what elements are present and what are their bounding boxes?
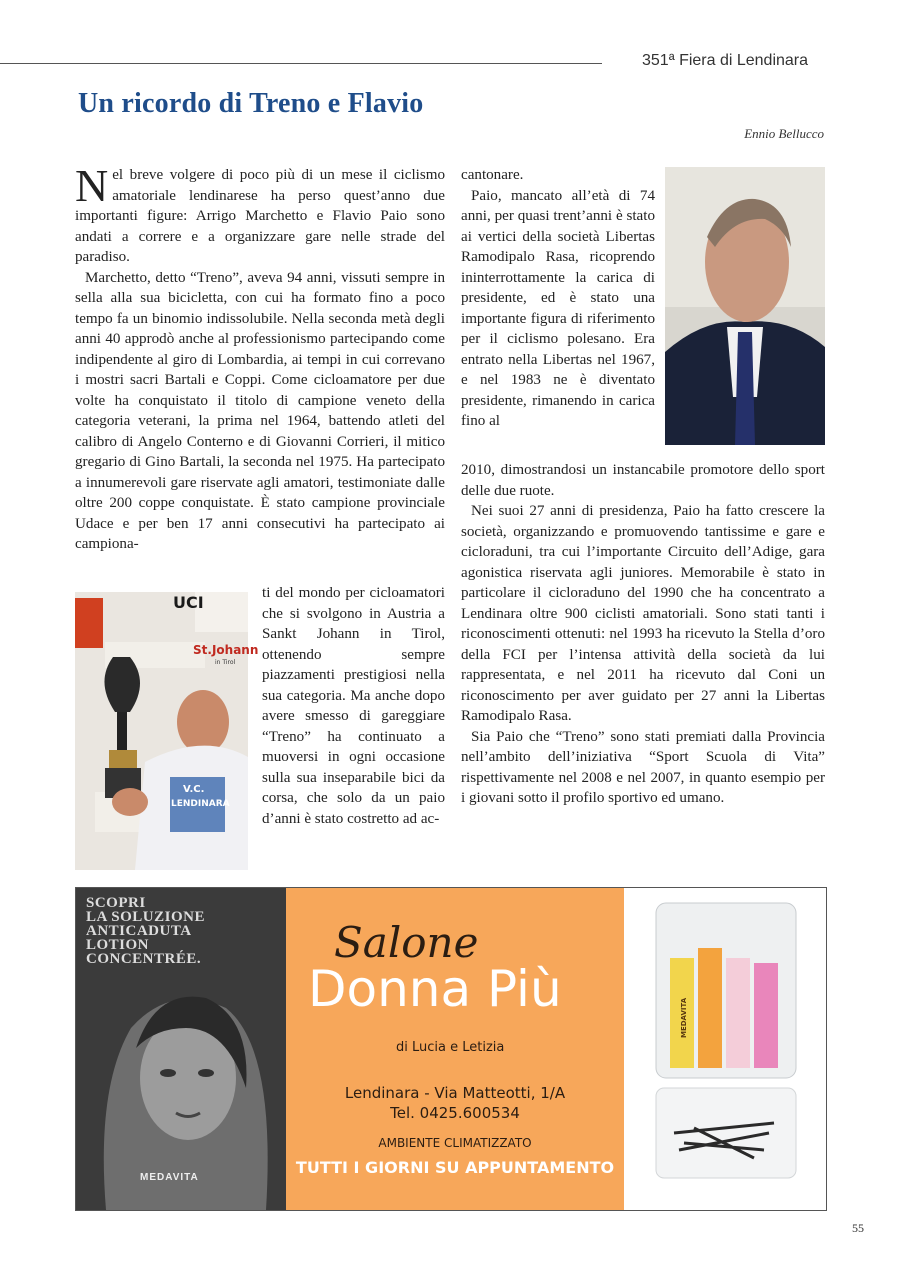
paragraph-5: Sia Paio che “Treno” sono stati premiati dalla Provincia nell’ambito dell’iniziativa “Sport Scuola di Vita” rispettivamente nel 2008 e nel 2007, in quanto esempio per i giovani sotto il profilo sportivo ed umano.	[461, 728, 825, 806]
advertisement	[75, 887, 827, 1211]
left-column-narrow	[262, 583, 445, 829]
paragraph-2-end: cantonare.	[461, 167, 524, 183]
ad-address: Lendinara - Via Matteotti, 1/A	[344, 1084, 566, 1102]
dropcap: N	[75, 160, 109, 211]
header-section-title: 351ª Fiera di Lendinara	[642, 52, 809, 69]
ad-slogan-line: SCOPRI	[86, 895, 146, 911]
ad-slogan-line: LA SOLUZIONE	[86, 909, 205, 925]
photo-paio-portrait	[665, 167, 825, 445]
ad-climate: AMBIENTE CLIMATIZZATO	[378, 1136, 532, 1150]
photo-treno-image	[75, 592, 259, 870]
photo-banner-uci: UCI	[173, 593, 204, 612]
ad-slogan-line: ANTICADUTA	[86, 923, 192, 939]
photo-banner-tirol: in Tirol	[215, 659, 236, 666]
paragraph-4: Nei suoi 27 anni di presidenza, Paio ha fatto crescere la società, organizzando e promuovendo tantissime e gare e cicloraduni, tra cui l’importante Circuito dell’Adige, gara agonistica riservata agli juniores. Memorabile è stato in particolare il cicloraduno del 1990 che ha concentrato a Lendinara oltre 900 ciclisti amatoriali. Sono stati tanti i riconoscimenti ottenuti: nel 1993 ha ricevuto la Stella d’oro della FCI per l’intensa attività della società da lui rappresentata, e nel 2011 ha ricevuto dal Coni un riconoscimento per aver guidato per 27 anni la Libertas Ramodipalo Rasa.	[461, 503, 825, 724]
ad-center-panel	[286, 888, 624, 1210]
ad-brand-medavita: MEDAVITA	[140, 1172, 199, 1183]
ad-left-panel	[76, 888, 286, 1210]
article-title: Un ricordo di Treno e Flavio	[78, 88, 424, 119]
right-column-bottom	[461, 460, 825, 809]
left-column-top	[75, 160, 445, 555]
page-number: 55	[852, 1221, 864, 1235]
ad-slogan-line: CONCENTRÉE.	[86, 951, 202, 967]
photo-banner-stjohann: St.Johann	[193, 643, 259, 657]
paragraph-2: Marchetto, detto “Treno”, aveva 94 anni, vissuti sempre in sella alla sua bicicletta, con cui ha formato fino a poco tempo fa un binomio indissolubile. Nella seconda metà degli anni 40 approdò anche al professionismo partecipando come indipendente al giro di Lombardia, ai tempi in cui correvano i mostri sacri Bartali e Coppi. Come cicloamatore per due volte ha conquistato il titolo di campione veneto della categoria veterani, la prima nel 1964, battendo atleti del calibro di Angelo Conterno e di Giovanni Corrieri, il mitico gregario di Gino Bartali, la seconda nel 1975. Ha partecipato a innumerevoli gare riservate agli amatori, testimoniate dalle oltre 200 coppe conquistate. È stato campione provinciale Udace e per ben 17 anni consecutivi ha partecipato ai campiona-	[75, 269, 445, 552]
ad-right-panel	[624, 888, 826, 1210]
ad-phone: Tel. 0425.600534	[390, 1104, 520, 1122]
paragraph-1: el breve volgere di poco più di un mese il ciclismo amatoriale lendinarese ha perso quest’anno due importanti figure: Arrigo Marchetto e Flavio Paio sono andati a correre e a organizzare gare nelle strade del paradiso.	[75, 167, 445, 265]
paragraph-3: Paio, mancato all’età di 74 anni, per quasi trent’anni è stato ai vertici della società Libertas Ramodipalo Rasa, ricoprendo ininterrottamente la carica di presidente, ed è stato una importante figura di riferimento per il ciclismo polesano. Era entrato nella Libertas nel 1967, e nel 1983 ne è diventato presidente, rimanendo in carica fino al	[461, 187, 655, 429]
ad-hours: TUTTI I GIORNI SU APPUNTAMENTO	[295, 1158, 615, 1177]
photo-jersey-vc: V.C.	[183, 784, 205, 795]
ad-owners: di Lucia e Letizia	[396, 1040, 505, 1055]
photo-jersey-lendinara: LENDINARA	[171, 799, 230, 809]
article-author: Ennio Bellucco	[744, 126, 824, 141]
ad-slogan	[86, 896, 205, 966]
ad-salon-name: Donna Più	[308, 960, 562, 1018]
ad-product-brand-label: MEDAVITA	[680, 997, 688, 1038]
paragraph-2-continued: ti del mondo per cicloamatori che si svolgono in Austria a Sankt Johann in Tirol, ottenendo sempre piazzamenti prestigiosi nella sua categoria. Ma anche dopo avere smesso di gareggiare “Treno” ha continuato a muoversi in ogni occasione sulla sua inseparabile bici da corsa, che solo da un paio d’anni è stato costretto ad ac-	[262, 585, 445, 827]
ad-salone-script: Salone	[334, 918, 479, 967]
ad-slogan-line: LOTION	[86, 937, 150, 953]
photo-paio-image	[665, 167, 825, 445]
header-rule	[0, 63, 602, 64]
ad-product-image	[624, 888, 826, 1210]
right-column-narrow	[461, 165, 655, 432]
paragraph-3-continued: 2010, dimostrandosi un instancabile promotore dello sport delle due ruote.	[461, 462, 825, 499]
photo-treno-trophy	[75, 592, 259, 870]
